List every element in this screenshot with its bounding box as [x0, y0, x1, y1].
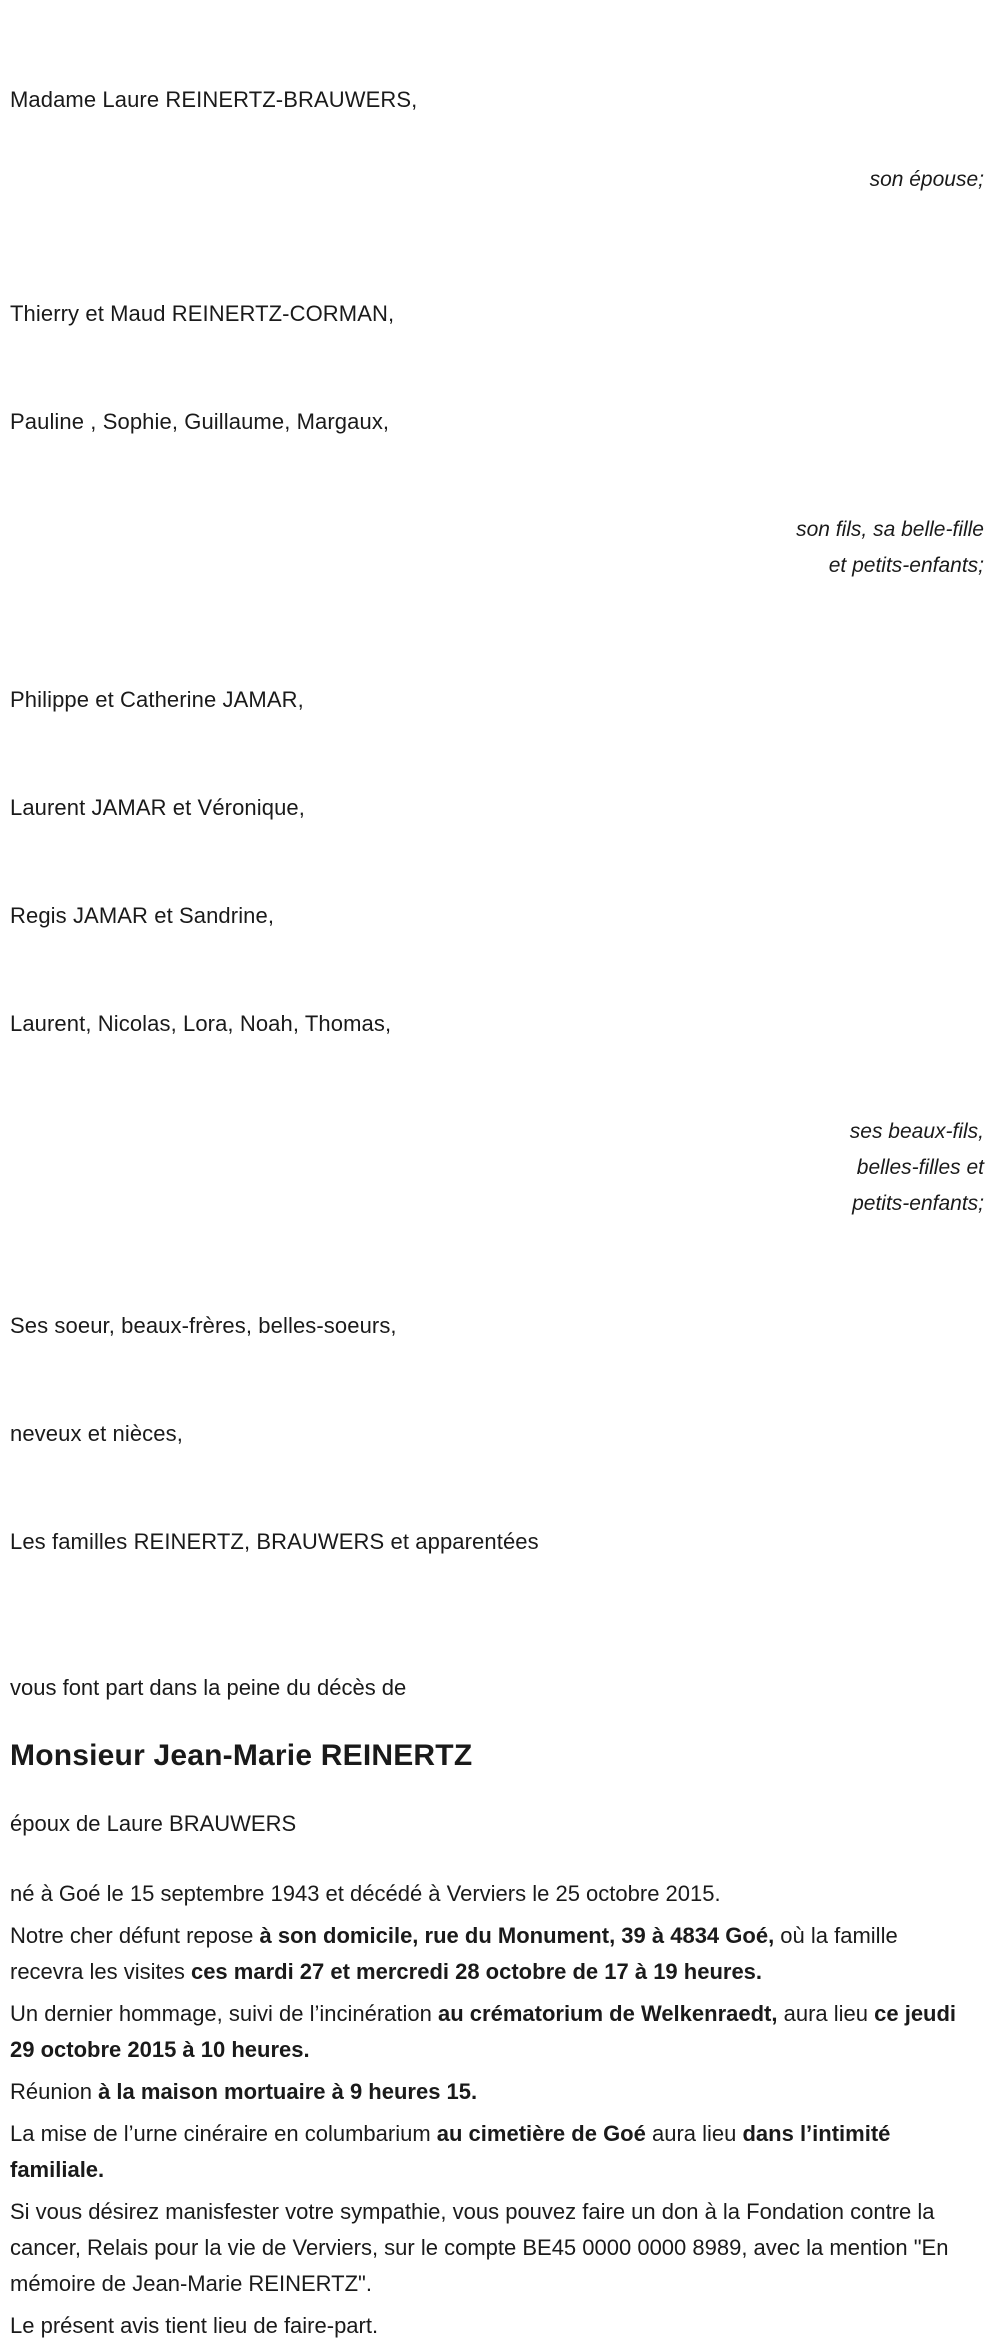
spouse-of-line: époux de Laure BRAUWERS: [10, 1811, 297, 1836]
plain-text: La mise de l’urne cinéraire en columbarium: [10, 2121, 437, 2146]
paragraph-donation: [10, 2194, 970, 2302]
birth-death-line: né à Goé le 15 septembre 1943 et décédé à Verviers le 25 octobre 2015.: [10, 1881, 721, 1906]
plain-text: Si vous désirez manisfester votre sympathie, vous pouvez faire un don à la Fondation contre la cancer, Relais pour la vie de Verviers, sur le compte BE45 0000 0000 8989, avec la mention "En mémoire de Jean-Marie REINERTZ".: [10, 2199, 949, 2296]
plain-text: Le présent avis tient lieu de faire-part.: [10, 2313, 379, 2338]
family-group-stepchildren: [10, 610, 992, 1222]
relation-label-wife: [10, 162, 992, 198]
group-spacer: [10, 1222, 992, 1236]
emphasis-text: ce jeudi 29 octobre 2015 à 10 heures.: [10, 2001, 957, 2062]
plain-text: où la famille recevra les visites: [10, 1923, 898, 1984]
family-group-extended: [10, 1236, 992, 1632]
name-line: neveux et nièces,: [10, 1421, 183, 1446]
plain-text: Un dernier hommage, suivi de l’incinération: [10, 2001, 438, 2026]
family-group-wife: [10, 10, 992, 198]
relation-line: petits-enfants;: [852, 1192, 984, 1215]
group-spacer: [10, 584, 992, 610]
relation-line: belles-filles et: [856, 1156, 984, 1179]
group-spacer: [10, 198, 992, 224]
name-line: Pauline , Sophie, Guillaume, Margaux,: [10, 409, 390, 434]
paragraph-repose: [10, 1918, 970, 1990]
plain-text: aura lieu: [645, 2121, 743, 2146]
deceased-name: Monsieur Jean-Marie REINERTZ: [10, 1739, 473, 1772]
relation-line: son épouse;: [869, 168, 984, 191]
family-group-son: [10, 224, 992, 584]
name-line: Laurent, Nicolas, Lora, Noah, Thomas,: [10, 1011, 392, 1036]
plain-text: aura lieu: [777, 2001, 875, 2026]
relation-line: son fils, sa belle-fille: [796, 518, 984, 541]
emphasis-text: à son domicile, rue du Monument, 39 à 4834 Goé,: [259, 1923, 775, 1948]
emphasis-text: dans l’intimité familiale.: [10, 2121, 891, 2182]
name-line: Philippe et Catherine JAMAR,: [10, 687, 304, 712]
family-names-extended: [10, 1236, 992, 1632]
paragraph-notice: [10, 2308, 970, 2344]
plain-text: Réunion: [10, 2079, 99, 2104]
relation-line: ses beaux-fils,: [849, 1120, 984, 1143]
name-line: Regis JAMAR et Sandrine,: [10, 903, 275, 928]
paragraph-hommage: [10, 1996, 970, 2068]
name-line: Les familles REINERTZ, BRAUWERS et apparentées: [10, 1529, 539, 1554]
name-line: Laurent JAMAR et Véronique,: [10, 795, 305, 820]
relation-label-stepchildren: [10, 1114, 992, 1222]
name-line: Thierry et Maud REINERTZ-CORMAN,: [10, 301, 395, 326]
announcement-intro: vous font part dans la peine du décès de: [10, 1675, 407, 1700]
relation-label-son: [10, 512, 992, 584]
emphasis-text: à la maison mortuaire à 9 heures 15.: [98, 2079, 478, 2104]
relation-line: et petits-enfants;: [828, 554, 984, 577]
emphasis-text: ces mardi 27 et mercredi 28 octobre de 17 à 19 heures.: [190, 1959, 763, 1984]
name-line: Ses soeur, beaux-frères, belles-soeurs,: [10, 1313, 397, 1338]
emphasis-text: au cimetière de Goé: [436, 2121, 646, 2146]
plain-text: Notre cher défunt repose: [10, 1923, 260, 1948]
family-names-son: [10, 224, 992, 512]
family-names-stepchildren: [10, 610, 992, 1114]
paragraph-reunion: [10, 2074, 970, 2110]
emphasis-text: au crématorium de Welkenraedt,: [438, 2001, 778, 2026]
paragraph-urne: [10, 2116, 970, 2188]
notice-body: [0, 1876, 1000, 2344]
name-line: Madame Laure REINERTZ-BRAUWERS,: [10, 87, 418, 112]
